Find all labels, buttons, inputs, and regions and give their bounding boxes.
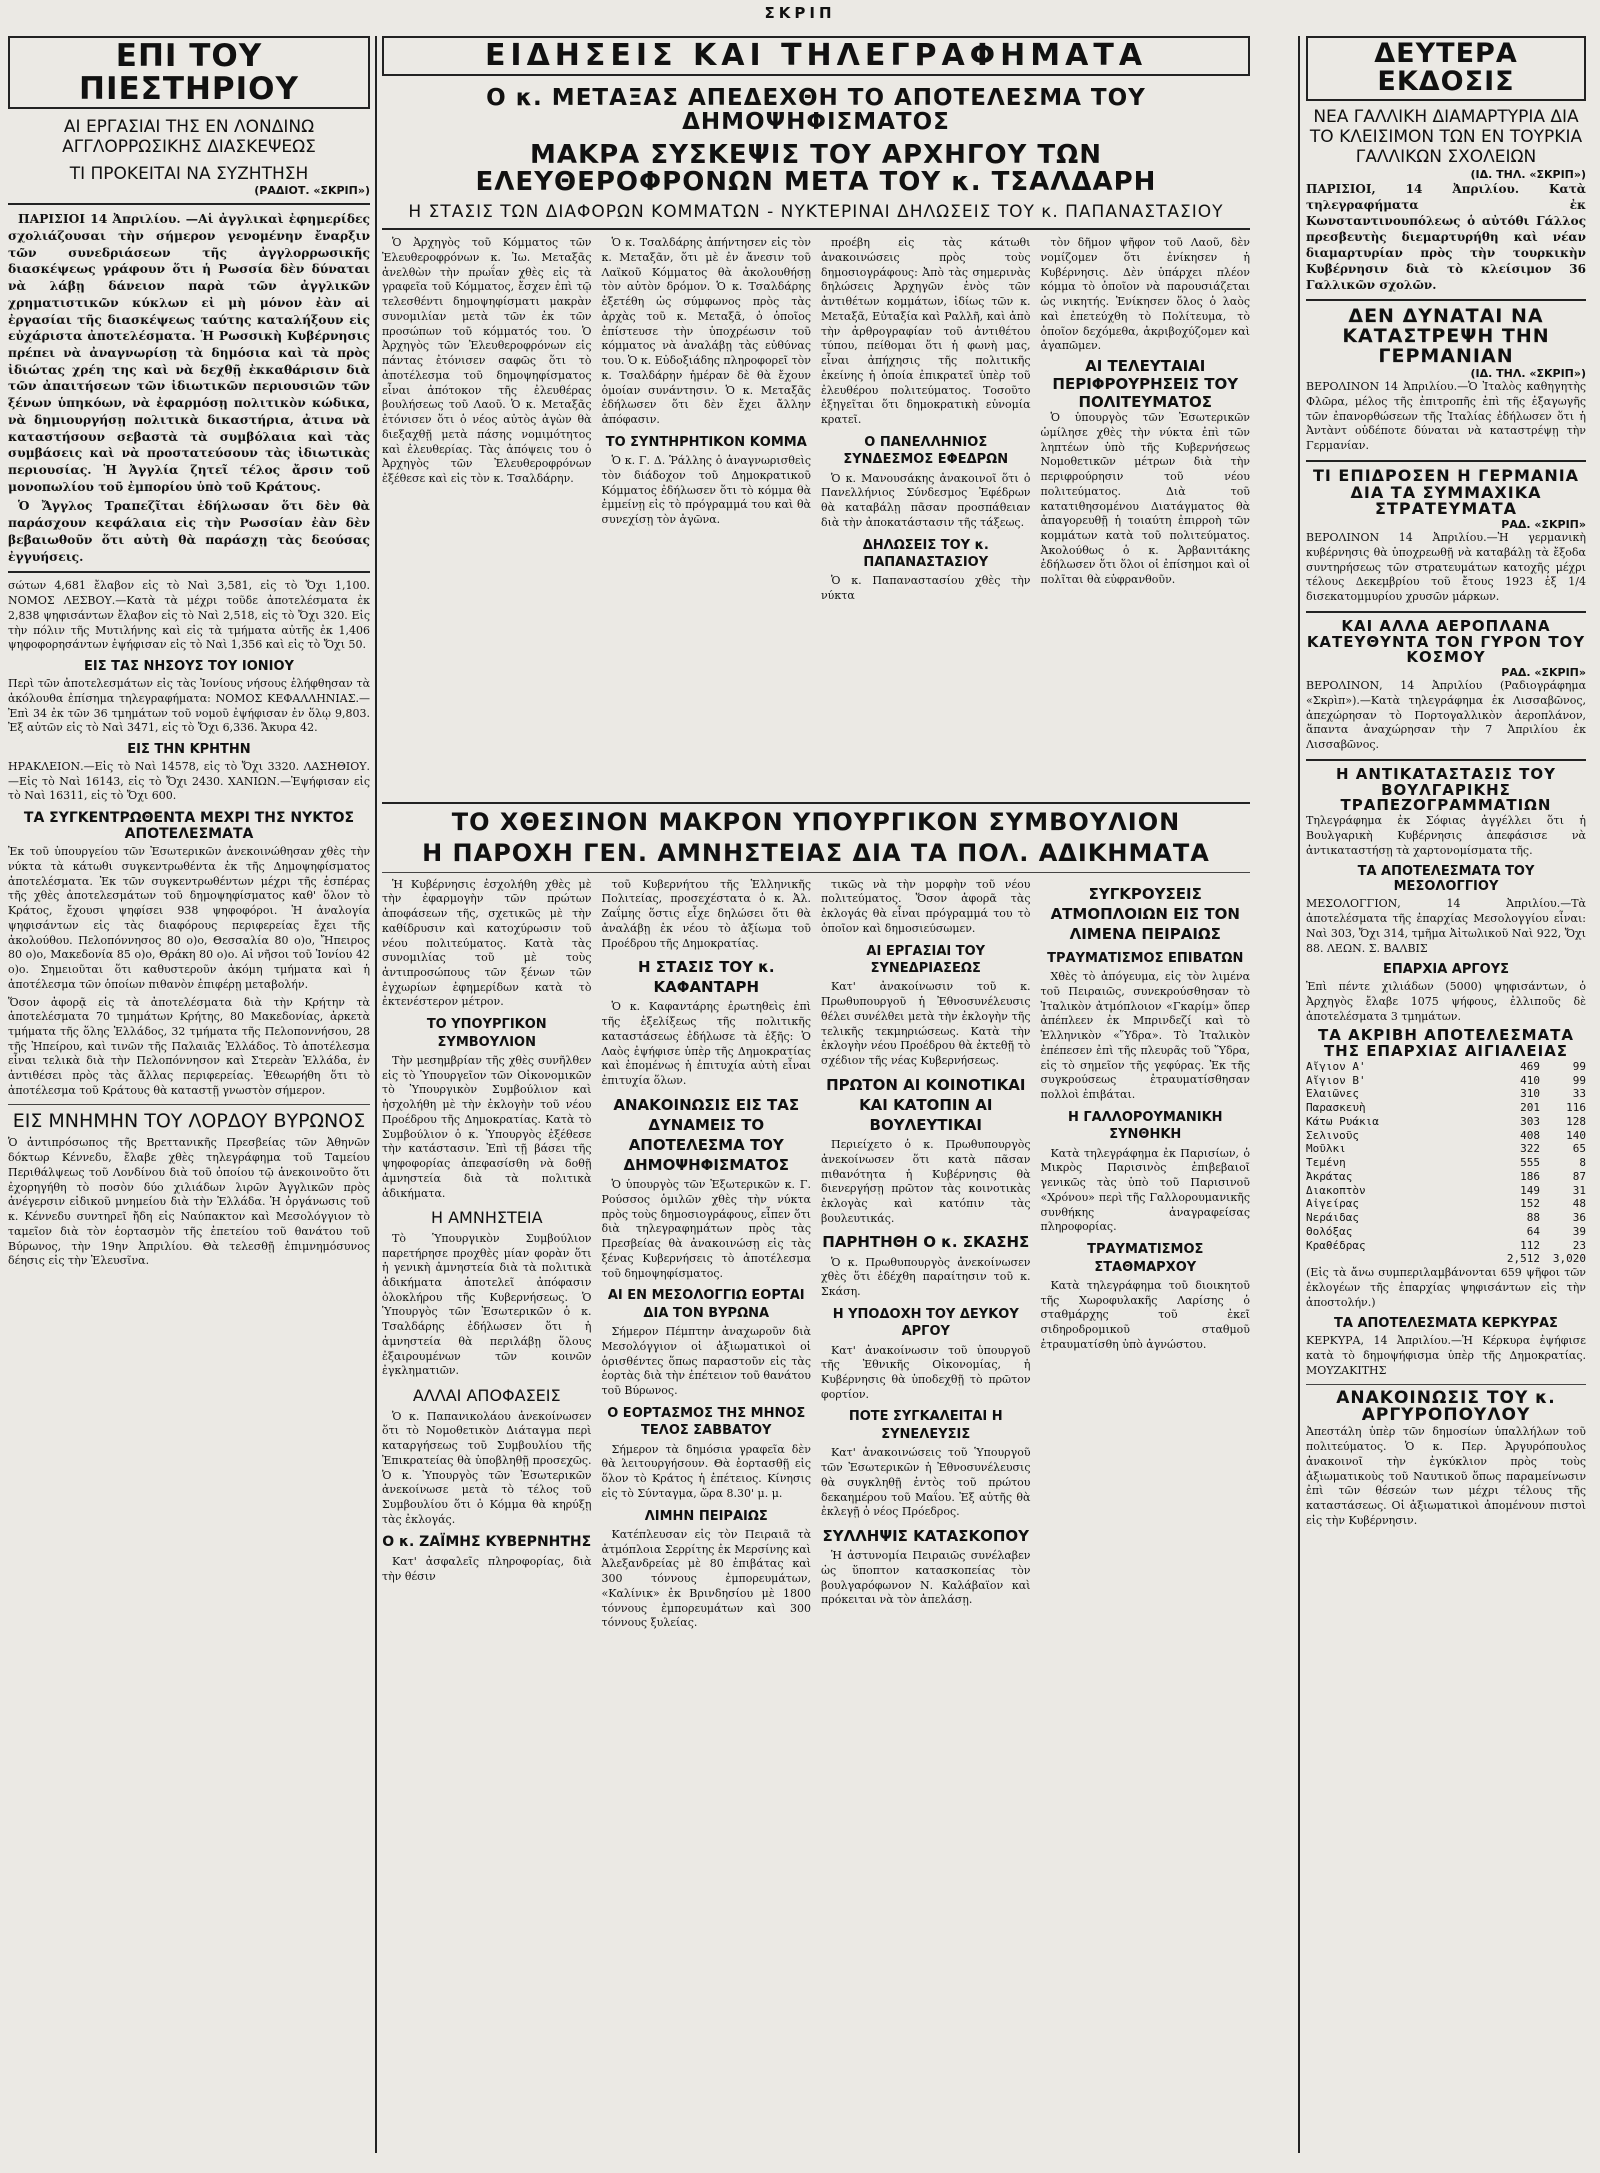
subheading: ΑΛΛΑΙ ΑΠΟΦΑΣΕΙΣ (412, 1386, 561, 1406)
left-kicker: ΑΙ ΕΡΓΑΣΙΑΙ ΤΗΣ ΕΝ ΛΟΝΔΙΝΩ ΑΓΓΛΟΡΡΩΣΙΚΗΣ ΔΙΑΣΚΕΨΕΩΣ (62, 117, 316, 158)
article-column (382, 878, 592, 1635)
column-rule (375, 36, 377, 2153)
article-text: Ὁ κ. Τσαλδάρης ἀπήντησεν εἰς τὸν κ. Μεταξᾶν, ὅτι μὲ ἐν ἄνεσιν τοῦ Λαϊκοῦ Κόμματος θὰ ἀκολουθήσῃ τὸν αὐτὸν δρόμον. Ὁ κ. Τσαλδάρης ἐξετέθη ὡς σύμφωνος πρὸς τὰς ἀρχὰς τοῦ κ. Μεταξᾶ, ὁ ὁποῖος ἐπίστευσε τὴν ὑποχρέωσιν τοῦ κόμματος νὰ ἀναλάβῃ τὰς εὐθύνας του. Ὁ κ. Εὐδοξιάδης πληροφορεῖ τὸν κ. Τσαλδάρην ἠμέραν δὲ θὰ ἔχουν ὁμοίαν συνάντησιν. Ὁ κ. Μεταξᾶς ἐδήλωσεν ὅτι δὲν ἔχει ἄλλην ἀπόφασιν. (601, 236, 811, 427)
table-cell: 23 (1572, 1238, 1586, 1252)
article-text: Ὁ Ἄγγλος Τραπεζῖται ἐδήλωσαν ὅτι δὲν θὰ παράσχουν κεφάλαια εἰς τὴν Ρωσσίαν ἐὰν δὲν βεβαιωθοῦν ὅτι αὐτὴ θὰ παράσχῃ τὰς δεούσας ἐγγυήσεις. (8, 498, 370, 564)
table-cell: 201 (1520, 1101, 1540, 1115)
subheading: ΤΡΑΥΜΑΤΙΣΜΟΣ ΣΤΑΘΜΑΡΧΟΥ (1087, 1242, 1204, 1275)
divider (1306, 460, 1586, 462)
article-body (8, 211, 370, 565)
subheading: ΤΑ ΑΠΟΤΕΛΕΣΜΑΤΑ ΤΟΥ ΜΕΣΟΛΟΓΓΙΟΥ (1357, 864, 1535, 895)
table-cell: 99 (1572, 1073, 1586, 1087)
subheading: Η ΣΤΑΣΙΣ ΤΟΥ κ. ΚΑΦΑΝΤΑΡΗ (637, 958, 775, 997)
article-text: Ὁ κ. Παπανικολάου ἀνεκοίνωσεν ὅτι τὸ Νομοθετικὸν Διάταγμα περὶ καταργήσεως τοῦ Συμβουλίου τῆς Ἐπικρατείας θὰ ὑποβληθῇ προσεχῶς. Ὁ κ. Ὑπουργὸς τῶν Ἐσωτερικῶν ἀνεκοίνωσε μετὰ τὸ τέλος τοῦ Συμβουλίου ὅτι ὁ Κόμμα θὰ κηρύξῃ τὰς ἐκλογάς. (382, 1409, 592, 1526)
table-cell: Ἑλαιῶνες (1306, 1087, 1359, 1101)
table-row (1306, 1060, 1586, 1074)
divider (8, 203, 370, 205)
table-row (1306, 1225, 1586, 1239)
table-cell: 186 (1520, 1169, 1540, 1183)
subheading: ΤΑ ΑΠΟΤΕΛΕΣΜΑΤΑ ΚΕΡΚΥΡΑΣ (1334, 1316, 1558, 1332)
subheading: ΑΙ ΕΡΓΑΣΙΑΙ ΤΟΥ ΣΥΝΕΔΡΙΑΣΕΩΣ (866, 943, 986, 976)
article-text: ΚΕΡΚΥΡΑ, 14 Ἀπριλίου.—Ἡ Κέρκυρα ἐψήφισε κατὰ τὸ δημοψήφισμα ὑπὲρ τῆς Δημοκρατίας. ΜΟΥΖΑΚΙΤΗΣ (1306, 1334, 1586, 1377)
subheading: Η ΑΜΝΗΣΤΕΙΑ (430, 1208, 543, 1228)
article-text: Ἡ Κυβέρνησις ἐσχολήθη χθὲς μὲ τὴν ἐφαρμογὴν τῶν πρώτων ἀποφάσεων τῆς, σχετικῶς μὲ τὴν καθίδρυσιν καὶ κατοχύρωσιν τοῦ νέου πολιτεύματος. Κατὰ τὰς συνομιλίας τοῦ μὲ τοὺς ἀντιπροσώπους τῶν ξένων τῶν ἐγχωρίων ἐφημερίδων κατὰ τὸ ἐκτενέστερον μέτρον. (382, 877, 592, 1009)
table-cell: 88 (1526, 1211, 1540, 1225)
article-text: Ὁ ὑπουργὸς τῶν Ἐσωτερικῶν ὡμίλησε χθὲς τὴν νύκτα ἐπὶ τῶν ληπτέων ὑπὸ τῆς Κυβερνήσεως Νομοθετικῶν μέτρων διὰ τὴν περιφρούρησιν τοῦ νέου πολιτεύματος. Διὰ τοῦ κατατιθησομένου Διατάγματος θὰ ἀπαγορευθῇ ἡ τοιαύτη ἐπιρροὴ τῶν κομμάτων κατὰ τοῦ πολιτεύματος. Ἀκολούθως ὁ κ. Ἀρβανιτάκης ἐδήλωσεν ὅτι ὅλοι οἱ ἐπίσημοι καὶ οἱ πολῖται θὰ εὐφρανθοῦν. (1040, 411, 1250, 587)
divider (8, 571, 370, 573)
table-cell: 410 (1520, 1073, 1540, 1087)
section-banner: ΕΙΔΗΣΕΙΣ ΚΑΙ ΤΗΛΕΓΡΑΦΗΜΑΤΑ (382, 36, 1250, 76)
center-column (382, 36, 1250, 2153)
subheading: ΕΙΣ ΤΗΝ ΚΡΗΤΗΝ (127, 741, 251, 757)
table-row (1306, 1156, 1586, 1170)
subheading: ΔΗΛΩΣΕΙΣ ΤΟΥ κ. ΠΑΠΑΝΑΣΤΑΣΙΟΥ (862, 537, 989, 570)
subheading: ΕΙΣ ΜΝΗΜΗΝ ΤΟΥ ΛΟΡΔΟΥ ΒΥΡΩΝΟΣ (12, 1109, 366, 1132)
right-column (1306, 36, 1586, 2153)
results-table (1306, 1060, 1586, 1266)
credit: (ΙΔ. ΤΗΛ. «ΣΚΡΙΠ») (1470, 367, 1586, 381)
article-text: Χθὲς τὸ ἀπόγευμα, εἰς τὸν λιμένα τοῦ Πειραιῶς, συνεκρούσθησαν τὸ Ἰταλικὸν ἀτμόπλοιον «Γκαρίμ» ὅπερ ἀπέπλεεν ἐκ Μπρινδεζί καὶ τὸ Ἑλληνικὸν «Ὕδρα». Τὸ Ἰταλικὸν ἐπέπεσεν ἐπὶ τῆς πλευρᾶς τοῦ Ὕδρα, εἰς τὸ σημεῖον τῆς γεφύρας. Ἐκ τῆς συγκρούσεως ἐτραυματίσθησαν πολλοὶ ἐπιβάται. (1040, 970, 1250, 1102)
article-text: Ἐπὶ πέντε χιλιάδων (5000) ψηφισάντων, ὁ Ἀρχηγὸς ἔλαβε 1075 ψήφους, ἐλλιποῦς δὲ ἀποτελέσματα 3 τμημάτων. (1306, 980, 1586, 1023)
table-cell: 310 (1520, 1087, 1540, 1101)
table-row (1306, 1129, 1586, 1143)
table-cell: 31 (1572, 1183, 1586, 1197)
right-banner: ΔΕΥΤΕΡΑ ΕΚΔΟΣΙΣ (1306, 36, 1586, 101)
subheading: ΠΑΡΗΤΗΘΗ Ο κ. ΣΚΑΣΗΣ (822, 1233, 1030, 1252)
right-kicker: ΝΕΑ ΓΑΛΛΙΚΗ ΔΙΑΜΑΡΤΥΡΙΑ ΔΙΑ ΤΟ ΚΛΕΙΣΙΜΟΝ ΤΩΝ ΕΝ ΤΟΥΡΚΙΑ ΓΑΛΛΙΚΩΝ ΣΧΟΛΕΙΩΝ (1309, 106, 1583, 168)
subheading: Η ΥΠΟΔΟΧΗ ΤΟΥ ΔΕΥΚΟΥ ΑΡΓΟΥ (832, 1306, 1019, 1340)
article-column (602, 878, 812, 1635)
subheading: ΑΝΑΚΟΙΝΩΣΙΣ ΕΙΣ ΤΑΣ ΔΥΝΑΜΕΙΣ ΤΟ ΑΠΟΤΕΛΕΣΜΑ ΤΟΥ ΔΗΜΟΨΗΦΙΣΜΑΤΟΣ (613, 1095, 800, 1175)
credit: ΡΑΔ. «ΣΚΡΙΠ» (1501, 666, 1586, 680)
subheading: ΑΙ ΕΝ ΜΕΣΟΛΟΓΓΙΩ ΕΟΡΤΑΙ ΔΙΑ ΤΟΝ ΒΥΡΩΝΑ (607, 1288, 805, 1321)
divider (1306, 611, 1586, 613)
article-text: ΒΕΡΟΛΙΝΟΝ 14 Ἀπριλίου.—Ὁ Ἰταλὸς καθηγητὴς Φλῶρα, μέλος τῆς ἐπιτροπῆς ἐπὶ τῆς ἐξαγωγῆς τῶν ἐπανορθώσεων τῆς Ἰταλίας ἐδήλωσεν ὅτι ἡ Ἀντὰντ οὐδέποτε δύναται νὰ καταστρέψῃ τὴν Γερμανίαν. (1306, 380, 1586, 453)
table-cell: Διακοπτὸν (1306, 1183, 1366, 1197)
credit: (ΡΑΔΙΟΤ. «ΣΚΡΙΠ») (254, 184, 370, 198)
article-text: Κατ' ἀνακοινώσεις τοῦ Ὑπουργοῦ τῶν Ἐσωτερικῶν ἡ Ἐθνοσυνέλευσις θὰ συγκληθῇ ἐντὸς τοῦ πρώτου δεκαημέρου τοῦ Μαΐου. Ἐξ αὐτῆς θὰ ἐκλεγῇ ὁ νέος Πρόεδρος. (821, 1446, 1031, 1519)
article-text: Ἡ ἀστυνομία Πειραιῶς συνέλαβεν ὡς ὕποπτον κατασκοπείας τὸν βουλγαρόφωνον Ν. Καλάβαϊον καὶ πρόκειται νὰ τὸν ἀπελάσῃ. (821, 1549, 1031, 1607)
article-text: Ὁ Ἀρχηγὸς τοῦ Κόμματος τῶν Ἐλευθεροφρόνων κ. Ἰω. Μεταξᾶς ἀνελθὼν τὴν πρωΐαν χθὲς εἰς τὰ γραφεῖα τοῦ Κόμματος, ἔσχεν ἐπὶ τῷ τελεσθέντι δημοψηφίσματι μακρὰν συνομιλίαν μετὰ τῶν ἐκ τῶν προσώπων τοῦ κόμματός του. Ὁ Ἀρχηγὸς τῶν Ἐλευθεροφρόνων εἰς πάντας ἐτόνισεν σαφῶς ὅτι τὸ ἀποτέλεσμα τοῦ δημοψηφίσματος εἶναι ἀπότοκον τῆς ἐλευθέρας βουλήσεως τοῦ Λαοῦ. Ὁ κ. Μεταξᾶς ἐτόνισεν ὅτι ὁ νέος αὐτὸς ἀγὼν θὰ διεξαχθῇ μετὰ πάσης νομιμότητος καὶ ἐλευθερίας. Τὰς ἀπόψεις του ὁ Ἀρχηγὸς τῶν Ἐλευθεροφρόνων ἐξέθεσε καὶ εἰς τὸν κ. Τσαλδάρην. (382, 236, 592, 485)
table-cell: 469 (1520, 1059, 1540, 1073)
table-row (1306, 1197, 1586, 1211)
credit: ΡΑΔ. «ΣΚΡΙΠ» (1501, 518, 1586, 532)
table-cell: Αἴγιον Α' (1306, 1059, 1366, 1073)
subheading: Ο κ. ΖΑΪΜΗΣ ΚΥΒΕΡΝΗΤΗΣ (382, 1534, 592, 1551)
table-cell: 128 (1566, 1114, 1586, 1128)
subheading: ΣΥΓΚΡΟΥΣΕΙΣ ΑΤΜΟΠΛΟΙΩΝ ΕΙΣ ΤΟΝ ΛΙΜΕΝΑ ΠΕΙΡΑΙΩΣ (1050, 884, 1240, 943)
bottom-articles (382, 878, 1250, 1635)
subheading: ΤΟ ΥΠΟΥΡΓΙΚΟΝ ΣΥΜΒΟΥΛΙΟΝ (426, 1017, 547, 1050)
table-cell: 322 (1520, 1142, 1540, 1156)
article-text: σώτων 4,681 ἔλαβον εἰς τὸ Ναὶ 3,581, εἰς τὸ Ὄχι 1,100. ΝΟΜΟΣ ΛΕΣΒΟΥ.—Κατὰ τὰ μέχρι τοῦδε ἀποτελέσματα ἐκ 2,838 ψηφισάντων ἔλαβον εἰς τὸ Ναὶ 2,518, εἰς τὸ Ὄχι 320. Εἰς τὴν πόλιν τῆς Μυτιλήνης καὶ εἰς τὰ τμήματα αὐτῆς ἐκ 1,406 ψηφοφορησάντων ἐψήφισαν εἰς τὸ Ναὶ 1,356 καὶ εἰς τὸ Ὄχι 50. (8, 579, 370, 652)
article-text: Ὅσον ἀφορᾷ εἰς τὰ ἀποτελέσματα διὰ τὴν Κρήτην τὰ ἀποτελέσματα 70 τμημάτων Κρήτης, 80 Μακεδονίας, ἀρκετὰ τμήματα τῆς ὅλης Ἑλλάδος, 32 τμήματα τῆς Πελοποννήσου, 28 τῆς Ἠπείρου, καὶ τινῶν τῆς Παλαιᾶς Ἑλλάδος. Τὸ ἀποτέλεσμα εἶναι τελικὰ διὰ τὴν Πελοπόννησον καὶ Στερεὰν Ἑλλάδα, ἐν ἀντιθέσει πρὸς τὰς ἄλλας περιφερείας. Ἐθεωρήθη ὅτι τὸ ἀποτέλεσμα τοῦ Κράτους θὰ καταστῇ γνωστὸν σήμερον. (8, 995, 370, 1097)
right-kicker: Η ΑΝΤΙΚΑΤΑΣΤΑΣΙΣ ΤΟΥ ΒΟΥΛΓΑΡΙΚΗΣ ΤΡΑΠΕΖΟΓΡΑΜΜΑΤΙΩΝ (1335, 764, 1557, 815)
article-text: Ὁ κ. Παπαναστασίου χθὲς τὴν νύκτα (821, 574, 1031, 603)
table-cell: 48 (1572, 1197, 1586, 1211)
credit: (ΙΔ. ΤΗΛ. «ΣΚΡΙΠ») (1470, 167, 1586, 181)
subheading: ΤΟ ΣΥΝΤΗΡΗΤΙΚΟΝ ΚΟΜΜΑ (605, 434, 807, 450)
table-cell: 152 (1520, 1197, 1540, 1211)
article-text: Κατέπλευσαν εἰς τὸν Πειραιᾶ τὰ ἀτμόπλοια Σερρίτης ἐκ Μερσίνης καὶ Ἀλεξανδρείας μὲ 80 ἐπιβάτας καὶ 300 τόννους ἐμπορευμάτων, «Καλίνικ» ἐκ Βρινδησίου μὲ 1800 τόννους ἐμπορευμάτων καὶ 300 τόννους ξυλείας. (601, 1528, 811, 1630)
table-cell: Σελινοῦς (1306, 1128, 1359, 1142)
subheading: ΠΡΩΤΟΝ ΑΙ ΚΟΙΝΟΤΙΚΑΙ ΚΑΙ ΚΑΤΟΠΙΝ ΑΙ ΒΟΥΛΕΥΤΙΚΑΙ (826, 1075, 1026, 1134)
article-text: Ἐκ τοῦ ὑπουργείου τῶν Ἐσωτερικῶν ἀνεκοινώθησαν χθὲς τὴν νύκτα τὰ κάτωθι συγκεντρωθέντα ἐκ τῆς Δημοψηφίσματος ἀποτελέσματα. Ἐκ τῶν συγκεντρωθέντων μέχρι τῆς ἑσπέρας τῆς χθὲς ἀποτελεσμάτων τοῦ δημοψηφίσματος καθ' ὅλον τὸ Κράτος, ἔχουσι ψηφίσει 938 ψηφοφόροι. Ἡ ἀναλογία ψηφισάντων εἰς τὰς διαφόρους περιφερείας ἔχει τῆς ἀκολούθου. Πελοπόννησος 80 ο)ο, Θεσσαλία 80 ο)ο, Ἤπειρος 80 ο)ο, Μακεδονία 85 ο)ο, Θράκη 80 ο)ο. Αἱ νῆσοι τοῦ Ἰονίου 42 ο)ο. Σημειοῦται ὅτι καθυστεροῦν ἀκόμη τμήματα καὶ ἡ ἀποτέλεσμα τῶν ὁποίων πιθανὸν ἐπιφέρῃ μεταβολήν. (8, 845, 370, 991)
subheading: ΛΙΜΗΝ ΠΕΙΡΑΙΩΣ (644, 1508, 768, 1524)
headline: Ο κ. ΜΕΤΑΞΑΣ ΑΠΕΔΕΧΘΗ ΤΟ ΑΠΟΤΕΛΕΣΜΑ ΤΟΥ ΔΗΜΟΨΗΦΙΣΜΑΤΟΣ (486, 84, 1146, 135)
article-text: Ὁ ὑπουργὸς τῶν Ἐξωτερικῶν κ. Γ. Ρούσσος ὁμιλῶν χθὲς τὴν νύκτα πρὸς τοὺς δημοσιογράφους, εἶπεν ὅτι διὰ τηλεγραφημάτων πρὸς τὰς Πρεσβείας θὰ ἀνακοινώσῃ εἰς τὰς ξένας Κυβερνήσεις τὸ ἀποτέλεσμα τοῦ δημοψηφίσματος. (601, 1178, 811, 1280)
table-cell: 116 (1566, 1101, 1586, 1115)
table-cell (1306, 1252, 1494, 1266)
article-column (382, 236, 592, 796)
table-row (1306, 1074, 1586, 1088)
column-rule (1298, 36, 1300, 2153)
table-cell: 3,020 (1552, 1252, 1586, 1266)
article-text: Ὁ κ. Μανουσάκης ἀνακοινοῖ ὅτι ὁ Πανελλήνιος Σύνδεσμος Ἐφέδρων θὰ καταβάλῃ πᾶσαν προσπάθειαν διὰ τὴν ἀποκατάστασιν τῆς τάξεως. (821, 471, 1031, 529)
table-cell: 99 (1572, 1059, 1586, 1073)
article-text: τικῶς νὰ τὴν μορφὴν τοῦ νέου πολιτεύματος. Ὅσον ἀφορᾶ τὰς ἐκλογάς θὰ εἶναι πρόγραμμά του τὸ ὁποῖον καὶ δημοσιεύσωμεν. (821, 877, 1031, 935)
article-text: ΒΕΡΟΛΙΝΟΝ 14 Ἀπριλίου.—Ἡ γερμανικὴ κυβέρνησις θὰ ὑποχρεωθῇ νὰ καταβάλῃ τὰ ἔξοδα συντηρήσεως τῶν στρατευμάτων κατοχῆς μέχρι τέλους Δεκεμβρίου τοῦ ἔτους 1923 ἐξ 1/4 δισεκατομμυρίου χρυσῶν μάρκων. (1306, 531, 1586, 604)
subheading: ΤΡΑΥΜΑΤΙΣΜΟΣ ΕΠΙΒΑΤΩΝ (1047, 950, 1244, 966)
article-text: Τὸ Ὑπουργικὸν Συμβούλιον παρετήρησε προχθὲς μίαν φορὰν ὅτι ἡ γενικὴ ἀμνηστεία διὰ τὰ πολιτικὰ ἀδικήματα ἀποτελεῖ ἀπόφασιν ὁλοκλήρου τῆς Κυβερνήσεως. Ὁ Ὑπουργὸς τῶν Ἐσωτερικῶν ὁ κ. Τσαλδάρης ἐδήλωσεν ὅτι ἡ ἀμνηστεία θὰ περιλάβῃ ὅλους ἐξαιρουμένων τῶν κοινῶν ἐγκληματιῶν. (382, 1231, 592, 1378)
article-text: Ἀπεστάλη ὑπὲρ τῶν δημοσίων ὑπαλλήλων τοῦ πολιτεύματος. Ὁ κ. Περ. Ἀργυρόπουλος ἀνακοινοῖ τὴν ἐγκύκλιον πρὸς τοὺς ἀξιωματικοὺς τοῦ Ναυτικοῦ ὅπως παραμείνωσιν ἐπὶ τῶν θέσεών των μέχρι τέλους τῆς καταστάσεως. Οἱ ἀξιωματικοὶ ἀπομένουν πιστοὶ εἰς τὴν Κυβέρνησιν. (1306, 1425, 1586, 1527)
left-column (8, 36, 370, 2153)
divider (382, 872, 1250, 873)
article-text: Τὴν μεσημβρίαν τῆς χθὲς συνῆλθεν εἰς τὸ Ὑπουργεῖον τῶν Οἰκονομικῶν τὸ Ὑπουργικὸν Συμβούλιον καὶ ἠσχολήθη μὲ τὴν ἐκλογὴν τοῦ νέου Προέδρου τῆς Δημοκρατίας. Κατὰ τὸ Συμβούλιον ὁ κ. Ὑπουργὸς ἐξέθεσε τὴν κατάστασιν. Ἐπὶ τῇ βάσει τῆς ψηφοφορίας ἀπεφασίσθη νὰ δοθῇ ἀμνηστεία διὰ τὰ πολιτικὰ ἀδικήματα. (382, 1054, 592, 1200)
table-cell: Αἰγείρας (1306, 1197, 1359, 1211)
table-cell: 87 (1572, 1169, 1586, 1183)
top-article (382, 236, 1250, 796)
table-cell: Τεμένη (1306, 1156, 1346, 1170)
table-cell: 112 (1520, 1238, 1540, 1252)
left-kicker: ΤΙ ΠΡΟΚΕΙΤΑΙ ΝΑ ΣΥΖΗΤΗΣΗ (69, 163, 309, 184)
table-cell: 8 (1579, 1156, 1586, 1170)
table-row (1306, 1142, 1586, 1156)
article-text: (Εἰς τὰ ἄνω συμπεριλαμβάνονται 659 ψῆφοι τῶν ἐκλογέων τῆς ἐπαρχίας ψηφισάντων εἰς τὴν ἀποστολήν.) (1306, 1266, 1586, 1309)
subheading: Ο ΠΑΝΕΛΛΗΝΙΟΣ ΣΥΝΔΕΣΜΟΣ ΕΦΕΔΡΩΝ (843, 434, 1009, 468)
divider (382, 802, 1250, 804)
table-row (1306, 1211, 1586, 1225)
divider (1306, 759, 1586, 761)
article-column (821, 878, 1031, 1635)
table-row (1306, 1115, 1586, 1129)
table-cell: 65 (1572, 1142, 1586, 1156)
article-text: Κατ' ἀσφαλεῖς πληροφορίας, διὰ τὴν θέσιν (382, 1555, 592, 1583)
table-row (1306, 1087, 1586, 1101)
subheading: ΤΑ ΣΥΓΚΕΝΤΡΩΘΕΝΤΑ ΜΕΧΡΙ ΤΗΣ ΝΥΚΤΟΣ ΑΠΟΤΕΛΕΣΜΑΤΑ (23, 810, 355, 843)
subheading: ΑΙ ΤΕΛΕΥΤΑΙΑΙ ΠΕΡΙΦΡΟΥΡΗΣΕΙΣ ΤΟΥ ΠΟΛΙΤΕΥΜΑΤΟΣ (1052, 357, 1239, 412)
headline: Η ΠΑΡΟΧΗ ΓΕΝ. ΑΜΝΗΣΤΕΙΑΣ ΔΙΑ ΤΑ ΠΟΛ. ΑΔΙΚΗΜΑΤΑ (422, 839, 1210, 868)
subheading: Η ΓΑΛΛΟΡΟΥΜΑΝΙΚΗ ΣΥΝΘΗΚΗ (1067, 1109, 1223, 1143)
article-text: Τηλεγράφημα ἐκ Σόφιας ἀγγέλλει ὅτι ἡ Βουλγαρικὴ Κυβέρνησις ἀπεφάσισε νὰ ἀντικαταστήσῃ τὰ χαρτονομίσματα τῆς. (1306, 814, 1586, 857)
table-row (1306, 1101, 1586, 1115)
table-cell: Κάτω Ρυάκια (1306, 1114, 1379, 1128)
table-cell: Ἀκράτας (1306, 1169, 1353, 1183)
table-cell: 64 (1526, 1224, 1540, 1238)
subheading: ΤΑ ΑΚΡΙΒΗ ΑΠΟΤΕΛΕΣΜΑΤΑ ΤΗΣ ΕΠΑΡΧΙΑΣ ΑΙΓΙΑΛΕΙΑΣ (1318, 1026, 1574, 1061)
article-text: ΜΕΣΟΛΟΓΓΙΟΝ, 14 Ἀπριλίου.—Τὰ ἀποτελέσματα τῆς ἐπαρχίας Μεσολογγίου εἶναι: Ναὶ 303, Ὄχι 314, τμῆμα Ἀἰτωλικοῦ Ναὶ 922, Ὄχι 88. ΛΕΩΝ. Σ. ΒΑΛΒΙΣ (1306, 897, 1586, 955)
table-cell: 2,512 (1506, 1252, 1540, 1266)
table-row (1306, 1170, 1586, 1184)
divider (382, 228, 1250, 230)
article-column (1041, 878, 1251, 1635)
article-column (821, 236, 1031, 796)
subheading: ΕΙΣ ΤΑΣ ΝΗΣΟΥΣ ΤΟΥ ΙΟΝΙΟΥ (84, 659, 294, 675)
article-text: τοῦ Κυβερνήτου τῆς Ἑλληνικῆς Πολιτείας, προσεχέστατα ὁ κ. Ἀλ. Ζαΐμης ὅστις εἶχε δηλώσει ὅτι θὰ ἀναλάβῃ ἐκ νέου τὸ ἀξίωμα τοῦ Προέδρου τῆς Δημοκρατίας. (601, 877, 811, 950)
headline: Η ΣΤΑΣΙΣ ΤΩΝ ΔΙΑΦΟΡΩΝ ΚΟΜΜΑΤΩΝ - ΝΥΚΤΕΡΙΝΑΙ ΔΗΛΩΣΕΙΣ ΤΟΥ κ. ΠΑΠΑΝΑΣΤΑΣΙΟΥ (408, 202, 1224, 223)
divider (1306, 299, 1586, 301)
table-cell: 408 (1520, 1128, 1540, 1142)
table-cell: Νεράιδας (1306, 1211, 1359, 1225)
table-row (1306, 1239, 1586, 1253)
right-kicker: ΤΙ ΕΠΙΔΡΟΣΕΝ Η ΓΕΡΜΑΝΙΑ ΔΙΑ ΤΑ ΣΥΜΜΑΧΙΚΑ ΣΤΡΑΤΕΥΜΑΤΑ (1312, 465, 1580, 519)
article-column (602, 236, 812, 796)
table-cell: 39 (1572, 1224, 1586, 1238)
table-cell: 555 (1520, 1156, 1540, 1170)
article-text: προέβη εἰς τὰς κάτωθι ἀνακοινώσεις πρὸς τοὺς δημοσιογράφους: Ἀπὸ τὰς σημερινὰς δηλώσεις Ἀρχηγῶν ἐνὸς τῶν ἀντιθέτων κομμάτων, ἰδίως τῶν κ. Μεταξᾶ, Εὐταξία καὶ Ραλλῆ, καὶ ἀπὸ τὴν ἀρθρογραφίαν τοῦ ἀντιθέτου τύπου, πείθομαι ὅτι ἡ φωνὴ μας, εἶναι ἀπήχησις τῆς πολιτικῆς ἐκείνης ἡ ὁποία ἐπικρατεῖ ὑπὲρ τοῦ ἐλευθέρου πολιτεύματος. Τοσοῦτο ἐξηγεῖται ὅτι δημοκρατικὴ εὐνομία κρατεῖ. (821, 236, 1031, 427)
article-text: Κατ' ἀνακοίνωσιν τοῦ κ. Πρωθυπουργοῦ ἡ Ἐθνοσυνέλευσις θέλει συνέλθει μετὰ τὴν ἐκλογὴν τῆς τελικῆς τεκμηριώσεως. Κατὰ τὴν ἐκλογὴν νέου Προέδρου θὰ ἐκτεθῇ τὸ σχέδιον τῆς νέας Κυβερνήσεως. (821, 980, 1031, 1068)
article-text: —Αἱ ἀγγλικαὶ ἐφημερίδες σχολιάζουσαι τὴν σήμερον γενομένην ἔναρξιν τῶν συνεδριάσεων τῆς ἀγγλορρωσικῆς διασκέψεως γράφουν ὅτι ἡ Ρωσσία δὲν δύναται νὰ λάβῃ δάνειον παρὰ τῶν ἀγγλικῶν χρηματιστικῶν κύκλων εἰ μὴ μόνον ἐὰν αἱ ἐργασίαι τῆς διασκέψεως ταύτης καταλήξουν εἰς εὐχάριστα ἀποτελέσματα. Ἡ Ρωσσικὴ Κυβέρνησις πρέπει νὰ ἀναγνωρίσῃ τὰ δημόσια καὶ τὰ πρὸς ἰδιώτας χρέη της καὶ νὰ δεχθῇ ἐκκαθάρισιν διὰ τῶν ἀπαιτήσεων τῶν ἰδιωτικῶν περιουσιῶν τῶν ξένων ὑπηκόων, νὰ ἐφαρμόσῃ πολιτικὸν κώδικα, νὰ δημιουργήσῃ πολιτικὰ δικαστήρια, ἀτινα νὰ καταστήσουν σεβαστὰ τὰ συμβόλαια καὶ τὰς συμβάσεις καὶ νὰ προστατεύσουν τὰς ἰδιωτικὰς περιουσίας. Ἡ Ἀγγλία ζητεῖ τέλος ἄρσιν τοῦ μονοπωλίου τοῦ ἐμπορίου ὑπὸ τοῦ Κράτους. (8, 211, 370, 494)
table-cell: Μοῦλκι (1306, 1142, 1346, 1156)
article-text: Περιείχετο ὁ κ. Πρωθυπουργὸς ἀνεκοίνωσεν ὅτι κατὰ πᾶσαν πιθανότητα ἡ Κυβέρνησις θὰ διενεργήσῃ πρῶτον τὰς κοινοτικὰς ἐκλογὰς καὶ κατόπιν τὰς βουλευτικάς. (821, 1138, 1031, 1225)
article-text: ΗΡΑΚΛΕΙΟΝ.—Εἰς τὸ Ναὶ 14578, εἰς τὸ Ὄχι 3320. ΛΑΣΗΘΙΟΥ.—Εἰς τὸ Ναὶ 16143, εἰς τὸ Ὄχι 2430. ΧΑΝΙΩΝ.—Ἐψήφισαν εἰς τὸ Ναὶ 16311, εἰς τὸ Ὄχι 600. (8, 759, 370, 803)
right-kicker: ΔΕΝ ΔΥΝΑΤΑΙ ΝΑ ΚΑΤΑΣΤΡΕΨΗ ΤΗΝ ΓΕΡΜΑΝΙΑΝ (1342, 305, 1550, 368)
left-banner: ΕΠΙ ΤΟΥ ΠΙΕΣΤΗΡΙΟΥ (8, 36, 370, 109)
subheading: ΠΟΤΕ ΣΥΓΚΑΛΕΙΤΑΙ Η ΣΥΝΕΛΕΥΣΙΣ (848, 1409, 1003, 1442)
article-text: τὸν δῆμον ψῆφον τοῦ Λαοῦ, δὲν νομίζομεν ὅτι ἐνίκησεν ἡ Κυβέρνησις. Δὲν ὑπάρχει πλέον κόμμα τὸ ὁποῖον νὰ παρουσιάζεται ὡς νικητής. Ἐνίκησεν ὅλος ὁ λαὸς καὶ ἐπετεύχθη τὸ Πολίτευμα, τὸ ὁποῖον δεχόμεθα, ἀκριβοχύζομεν καὶ ἀγαπῶμεν. (1040, 236, 1250, 353)
article-text: Κατὰ τηλεγράφημα ἐκ Παρισίων, ὁ Μικρὸς Παρισινὸς ἐπιβεβαιοῖ γενικῶς τὰς ὑπὸ τοῦ Παρισινοῦ «Χρόνου» περὶ τῆς Γαλλορουμανικῆς συνθήκης ἀναγραφείσας πληροφορίας. (1040, 1146, 1250, 1234)
article-text: Περὶ τῶν ἀποτελεσμάτων εἰς τὰς Ἰονίους νήσους ἐλήφθησαν τὰ ἀκόλουθα ἐπίσημα τηλεγραφήματα: ΝΟΜΟΣ ΚΕΦΑΛΛΗΝΙΑΣ.—Ἐπὶ 34 ἐκ τῶν 36 τμημάτων τοῦ νομοῦ ἐψήφισαν ἐν ὅλῳ 9,803. Ἐξ αὐτῶν εἰς τὸ Ναὶ 3471, εἰς τὸ Ὄχι 6,336. Ἄκυρα 42. (8, 677, 370, 735)
right-kicker: ΚΑΙ ΑΛΛΑ ΑΕΡΟΠΛΑΝΑ ΚΑΤΕΥΘΥΝΤΑ ΤΟΝ ΓΥΡΟΝ ΤΟΥ ΚΟΣΜΟΥ (1306, 616, 1586, 667)
table-cell: 149 (1520, 1183, 1540, 1197)
table-cell: Θολόξας (1306, 1224, 1353, 1238)
subheading: ΑΝΑΚΟΙΝΩΣΙΣ ΤΟΥ κ. ΑΡΓΥΡΟΠΟΥΛΟΥ (1336, 1387, 1556, 1426)
article-text: Σήμερον Πέμπτην ἀναχωροῦν διὰ Μεσολόγγιον οἱ ἀξιωματικοὶ οἱ ὁρισθέντες ὅπως παραστοῦν εἰς τὰς ἑορτὰς διὰ τὴν ἐπέτειον τοῦ θανάτου τοῦ Βύρωνος. (601, 1325, 811, 1398)
table-cell: 140 (1566, 1128, 1586, 1142)
subheading: ΕΠΑΡΧΙΑ ΑΡΓΟΥΣ (1382, 962, 1509, 978)
subheading: Ο ΕΟΡΤΑΣΜΟΣ ΤΗΣ ΜΗΝΟΣ ΤΕΛΟΣ ΣΑΒΒΑΤΟΥ (607, 1405, 806, 1439)
table-cell: Κραθέδρας (1306, 1238, 1366, 1252)
article-text: Ὁ κ. Καφαντάρης ἐρωτηθεὶς ἐπὶ τῆς ἐξελίξεως τῆς πολιτικῆς καταστάσεως ἐδήλωσε τὰ ἑξῆς: Ὁ Λαὸς ἐψήφισε ὑπὲρ τῆς Δημοκρατίας καὶ ἐπομένως ἡ ἐπιτυχία αὐτὴ εἶναι ἐπιτυχία ὅλων. (601, 1000, 811, 1088)
masthead: ΣΚΡΙΠ (764, 4, 836, 22)
headline: ΜΑΚΡΑ ΣΥΣΚΕΨΙΣ ΤΟΥ ΑΡΧΗΓΟΥ ΤΩΝ ΕΛΕΥΘΕΡΟΦΡΟΝΩΝ ΜΕΤΑ ΤΟΥ κ. ΤΣΑΛΔΑΡΗ (475, 139, 1157, 198)
article-text: Ὁ κ. Πρωθυπουργὸς ἀνεκοίνωσεν χθὲς ὅτι ἐδέχθη παραίτησιν τοῦ κ. Σκάση. (821, 1255, 1031, 1298)
table-cell: Παρασκευὴ (1306, 1101, 1366, 1115)
table-cell: 33 (1572, 1087, 1586, 1101)
divider (1306, 1384, 1586, 1385)
divider (8, 1104, 370, 1105)
article-column (1041, 236, 1251, 796)
article-text: ΒΕΡΟΛΙΝΟΝ, 14 Ἀπριλίου (Ραδιογράφημα «Σκρὶπ»).—Κατὰ τηλεγράφημα ἐκ Λισσαβῶνος, ἀπεχώρησαν τὸ Πορτογαλλικὸν ἀεροπλάνον, ἅπαντα ἀναχώρησαν τὴν 7 Ἀπριλίου ἐκ Λισσαβῶνος. (1306, 679, 1586, 752)
article-text: Ὁ ἀντιπρόσωπος τῆς Βρεττανικῆς Πρεσβείας τῶν Ἀθηνῶν δόκτωρ Κέννεδυ, ἔλαβε χθὲς τηλεγράφημα τοῦ Ταμείου Περιθάλψεως τοῦ Λονδίνου διὰ τοῦ ὁποίου τῷ ἀνεκοινοῦτο ὅτι ἐχορηγήθη τὸ ποσὸν δύο χιλιάδων λιρῶν Ἀγγλικῶν πρὸς ἀνέγερσιν εἰδικοῦ μνημείου διὰ τὴν Ἑλλάδα. Ἡ ὀργάνωσις τοῦ κ. Κέννεδυ συντηρεῖ ἤδη εἰς Ναύπακτον καὶ Μεσολόγγιον τὸ ταμεῖον διὰ τὸν ἑορτασμὸν τῆς ἐπετείου τοῦ θανάτου τοῦ Βύρωνος, τὴν 19ην Ἀπριλίου. Θὰ τελεσθῇ ἐπιμνημόσυνος δέησις εἰς τὴν Ἐλευσῖνα. (8, 1136, 370, 1268)
headline: ΤΟ ΧΘΕΣΙΝΟΝ ΜΑΚΡΟΝ ΥΠΟΥΡΓΙΚΟΝ ΣΥΜΒΟΥΛΙΟΝ (451, 808, 1181, 837)
article-text: Κατὰ τηλεγράφημα τοῦ διοικητοῦ τῆς Χωροφυλακῆς Λαρίσης ὁ σταθμάρχης τοῦ ἐκεῖ σιδηροδρομικοῦ σταθμοῦ ἐτραυματίσθη ὑπὸ ἀγνώστου. (1040, 1278, 1250, 1351)
article-text: Σήμερον τὰ δημόσια γραφεῖα δὲν θὰ λειτουργήσουν. Θὰ ἑορτασθῇ εἰς ὅλον τὸ Κράτος ἡ ἐπέτειος. Κίνησις εἰς τὸ Σύνταγμα, ὥρα 8.30' μ. μ. (601, 1442, 811, 1500)
table-row (1306, 1184, 1586, 1198)
table-row (1306, 1252, 1586, 1266)
subheading: ΣΥΛΛΗΨΙΣ ΚΑΤΑΣΚΟΠΟΥ (822, 1526, 1030, 1545)
article-text: Ὁ κ. Γ. Δ. Ῥάλλης ὁ ἀναγνωρισθεὶς τὸν διάδοχον τοῦ Δημοκρατικοῦ Κόμματος ἐδήλωσεν ὅτι τὸ κόμμα θὰ ἐμμείνῃ εἰς τὸ πρόγραμμά του καὶ θὰ συνεχίσῃ τὸν ἀγῶνα. (601, 454, 811, 527)
table-cell: 36 (1572, 1211, 1586, 1225)
table-cell: Αἴγιον Β' (1306, 1073, 1366, 1087)
dateline: ΠΑΡΙΣΙΟΙ 14 Ἀπριλίου. (18, 211, 181, 227)
article-text: ΠΑΡΙΣΙΟΙ, 14 Ἀπριλίου. Κατὰ τηλεγραφήματα ἐκ Κωνσταντινουπόλεως ὁ αὐτόθι Γάλλος πρεσβευτὴς διεμαρτυρήθη καὶ νέαν διαμαρτυρίαν πρὸς τὴν τουρκικὴν Κυβέρνησιν διὰ τὸ κλείσιμον 36 Γαλλικῶν σχολῶν. (1306, 181, 1586, 293)
article-text: Κατ' ἀνακοίνωσιν τοῦ ὑπουργοῦ τῆς Ἐθνικῆς Οἰκονομίας, ἡ Κυβέρνησις θὰ ὑποδεχθῇ τὸ πρῶτον φορτίον. (821, 1343, 1031, 1401)
table-cell: 303 (1520, 1114, 1540, 1128)
